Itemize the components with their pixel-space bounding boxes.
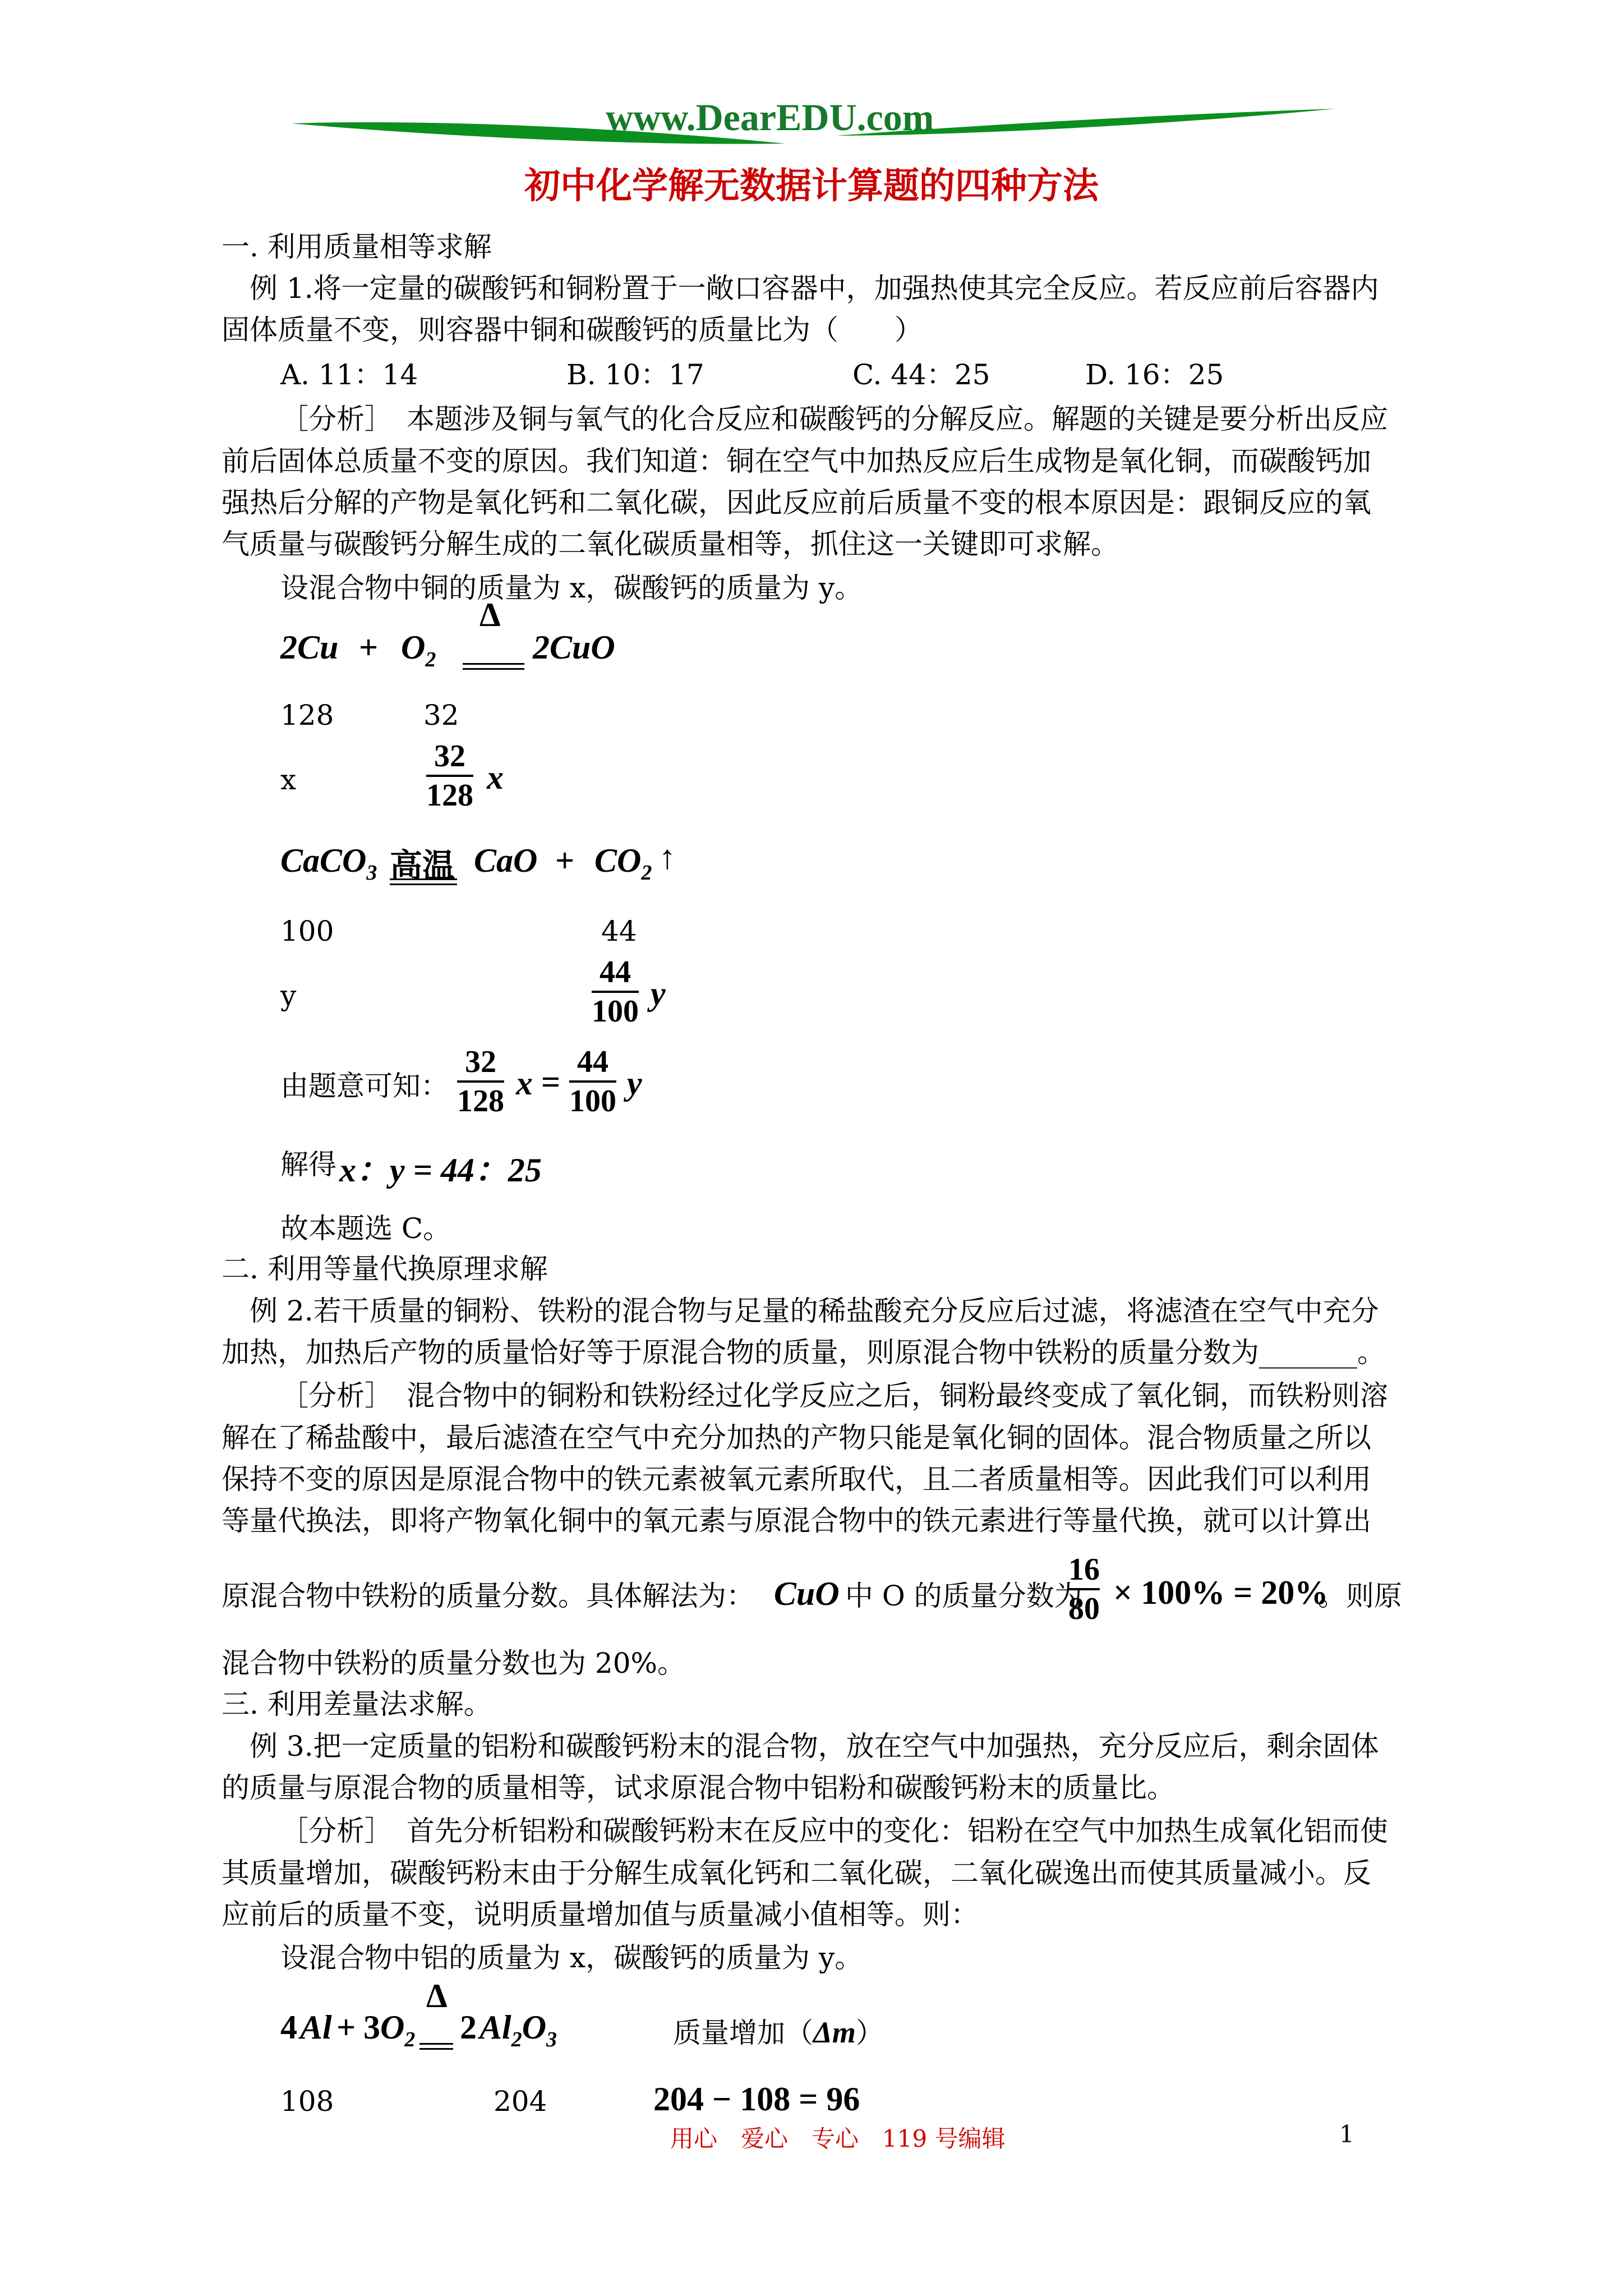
product-cuo: 2CuO (533, 629, 615, 666)
example-3-line: 例 3.把一定质量的铝粉和碳酸钙粉末的混合物，放在空气中加强热，充分反应后，剩余固体 (250, 1730, 1379, 1763)
option-a: A. 11：14 (280, 358, 418, 391)
analysis-line: 保持不变的原因是原混合物中的铁元素被氧元素所取代，且二者质量相等。因此我们可以利用 (222, 1463, 1371, 1496)
site-url[interactable]: www.DearEDU.com (606, 96, 934, 139)
product-al2o3: $Al_2O_3$ (479, 2009, 557, 2051)
product-co2: $CO_2$ (594, 842, 652, 885)
frac-den: 100 (592, 991, 639, 1030)
text-segment: 中 O 的质量分数为 (845, 1580, 1082, 1612)
frac-var-y: y (651, 975, 666, 1012)
analysis-line: 解在了稀盐酸中，最后滤渣在空气中充分加热的产物只能是氧化铜的固体。混合物质量之所以 (222, 1421, 1371, 1454)
plus-sign: + (336, 2009, 356, 2046)
analysis-line: 混合物中铁粉的质量分数也为 20%。 (222, 1647, 686, 1680)
let-statement: 设混合物中铝的质量为 x，碳酸钙的质量为 y。 (280, 1941, 863, 1974)
reactant-caco3: CaCO$_3$ (280, 842, 377, 885)
equals-double-line (419, 2043, 453, 2050)
mass-44: 44 (601, 915, 637, 947)
product-cao: CaO (474, 842, 538, 879)
gain-text: 质量增加（ (673, 2017, 813, 2049)
frac-den: 80 (1068, 1588, 1100, 1627)
mass-100: 100 (280, 915, 334, 947)
mass-difference: 204 − 108 = 96 (653, 2081, 860, 2118)
fraction-44-100 (569, 1043, 616, 1120)
analysis-line: ［分析］ 混合物中的铜粉和铁粉经过化学反应之后，铜粉最终变成了氧化铜，而铁粉则溶 (280, 1379, 1388, 1412)
analysis-line: ［分析］ 首先分析铝粉和碳酸钙粉末在反应中的变化：铝粉在空气中加热生成氧化铝而使 (280, 1815, 1388, 1847)
known-label: 由题意可知： (280, 1070, 449, 1102)
var-y: y (280, 979, 297, 1012)
page-title: 初中化学解无数据计算题的四种方法 (524, 165, 1099, 207)
analysis-line: ［分析］ 本题涉及铜与氧气的化合反应和碳酸钙的分解反应。解题的关键是要分析出反应 (280, 403, 1388, 435)
let-statement: 设混合物中铜的质量为 x，碳酸钙的质量为 y。 (280, 572, 863, 604)
heat-delta: Δ (426, 1977, 448, 2014)
footer-slogan: 用心 爱心 专心 119 号编辑 (670, 2125, 1006, 2152)
frac-den: 128 (426, 775, 473, 814)
coef-3: 3 (363, 2009, 380, 2046)
reactant-o2: $O_2$ (401, 629, 436, 671)
mass-108: 108 (280, 2085, 334, 2118)
reactant-cu: 2Cu (280, 629, 339, 666)
frac-num: 44 (600, 955, 631, 990)
coef-2: 2 (460, 2009, 477, 2046)
fraction-32-128 (426, 738, 473, 814)
mass-gain-label (673, 2015, 884, 2050)
analysis-line: 等量代换法，即将产物氧化铜中的氧元素与原混合物中的铁元素进行等量代换，就可以计算出 (222, 1504, 1371, 1537)
fraction-44-100 (592, 954, 639, 1030)
page-number: 1 (1339, 2120, 1354, 2148)
formula-cuo: CuO (774, 1575, 840, 1612)
reactant-al: Al (300, 2009, 332, 2046)
analysis-line: 气质量与碳酸钙分解生成的二氧化碳质量相等，抓住这一关键即可求解。 (222, 528, 1119, 560)
option-b: B. 10：17 (566, 358, 704, 391)
answer-choice: 故本题选 C。 (280, 1212, 451, 1245)
fraction-16-80 (1068, 1551, 1100, 1627)
example-1-line: 固体质量不变，则容器中铜和碳酸钙的质量比为（ ） (222, 314, 923, 346)
analysis-line: 其质量增加，碳酸钙粉末由于分解生成氧化钙和二氧化碳，二氧化碳逸出而使其质量减小。反 (222, 1857, 1371, 1889)
mass-32: 32 (423, 699, 459, 731)
equals-double-line (463, 663, 524, 670)
frac-den: 100 (569, 1080, 616, 1120)
analysis-line: 应前后的质量不变，说明质量增加值与质量减小值相等。则： (222, 1898, 979, 1931)
equals-double-line (390, 878, 457, 885)
delta-m: Δm (813, 2016, 856, 2049)
equals-sign: = (541, 1064, 561, 1101)
known-var-x: x (516, 1065, 533, 1102)
example-2-line: 加热，加热后产物的质量恰好等于原混合物的质量，则原混合物中铁粉的质量分数为_______。 (222, 1336, 1385, 1369)
equation-copper (280, 596, 673, 690)
frac-num: 32 (434, 739, 465, 774)
plus-sign: + (555, 842, 575, 879)
solve-label: 解得 (280, 1148, 336, 1181)
frac-num: 44 (577, 1045, 608, 1079)
equation-caco3 (280, 841, 729, 903)
example-1-line: 例 1.将一定量的碳酸钙和铜粉置于一敞口容器中，加强热使其完全反应。若反应前后容器内 (250, 272, 1379, 305)
example-3-line: 的质量与原混合物的质量相等，试求原混合物中铝粉和碳酸钙粉末的质量比。 (222, 1772, 1175, 1804)
mass-128: 128 (280, 699, 334, 731)
gain-close: ） (855, 2017, 884, 2049)
option-d: D. 16：25 (1085, 358, 1224, 391)
frac-num: 16 (1068, 1552, 1100, 1587)
header-banner (292, 95, 1335, 163)
analysis-line-formula (222, 1545, 1410, 1635)
option-c: C. 44：25 (852, 358, 990, 391)
gas-arrow-icon: ↑ (659, 839, 676, 876)
section-2-heading: 二. 利用等量代换原理求解 (222, 1253, 548, 1285)
analysis-line: 前后固体总质量不变的原因。我们知道：铜在空气中加热反应后生成物是氧化铜，而碳酸钙加 (222, 445, 1371, 477)
var-x: x (280, 763, 297, 796)
percent-result: × 100% = 20% (1113, 1574, 1329, 1611)
example-2-line: 例 2.若干质量的铜粉、铁粉的混合物与足量的稀盐酸充分反应后过滤，将滤渣在空气中充分 (250, 1295, 1379, 1327)
frac-num: 32 (465, 1045, 496, 1079)
mass-204: 204 (494, 2085, 547, 2118)
section-3-heading: 三. 利用差量法求解。 (222, 1688, 492, 1720)
frac-var-x: x (487, 759, 504, 796)
heat-delta: Δ (479, 596, 501, 633)
solve-result: x：y = 44：25 (339, 1152, 542, 1189)
reactant-o2: $O_2$ (380, 2009, 416, 2051)
condition-high-temp: 高温 (390, 846, 455, 885)
section-1-heading: 一. 利用质量相等求解 (222, 231, 492, 263)
analysis-line: 强热后分解的产物是氧化钙和二氧化碳，因此反应前后质量不变的根本原因是：跟铜反应的氧 (222, 486, 1371, 519)
fraction-32-128 (457, 1043, 504, 1120)
text-segment: 原混合物中铁粉的质量分数。具体解法为： (222, 1580, 754, 1612)
known-var-y: y (627, 1065, 642, 1102)
coef-4: 4 (280, 2009, 297, 2046)
text-segment: 。则原 (1318, 1580, 1402, 1612)
equation-aluminium (280, 1977, 617, 2070)
plus-sign: + (359, 629, 379, 666)
frac-den: 128 (457, 1080, 504, 1120)
